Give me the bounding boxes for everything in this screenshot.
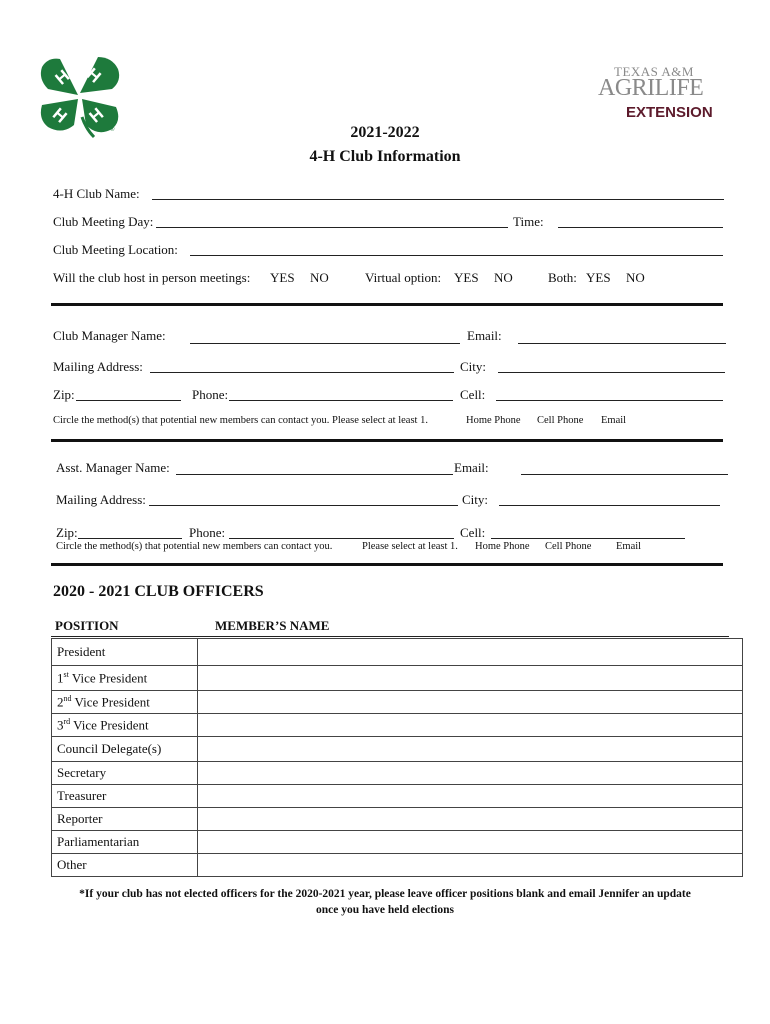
manager-city-field[interactable] [498, 372, 725, 373]
section-divider-1 [51, 303, 723, 306]
logo-agrilife: AGRILIFE [598, 75, 704, 101]
officer-row [52, 831, 743, 854]
officer-member-name-cell[interactable] [198, 639, 743, 666]
officer-member-name-cell[interactable] [198, 666, 743, 691]
virtual-no[interactable]: NO [494, 270, 513, 285]
manager-circle-instructions: Circle the method(s) that potential new members can contact you. Please select at least 1. [53, 415, 428, 426]
manager-phone-field[interactable] [229, 400, 453, 401]
footnote-line-1: *If your club has not elected officers for the 2020-2021 year, please leave officer positions blank and email Jennifer an update [79, 888, 691, 900]
asst-city-field[interactable] [499, 505, 720, 506]
officer-row [52, 854, 743, 877]
officer-ordinal-number: 2 [57, 694, 64, 710]
officer-row [52, 666, 743, 691]
asst-phone-label: Phone: [189, 525, 226, 540]
officer-position-cell [52, 854, 198, 877]
manager-email-label: Email: [467, 328, 502, 343]
asst-email-option[interactable]: Email [616, 541, 642, 552]
agrilife-extension-logo [596, 64, 736, 124]
officers-header-rule [51, 636, 729, 637]
asst-name-field[interactable] [176, 474, 453, 475]
clover-h-letter-4: H [85, 104, 108, 127]
both-yes[interactable]: YES [586, 270, 611, 285]
officer-row [52, 714, 743, 737]
officer-position-cell [52, 785, 198, 808]
officer-position-label: Council Delegate(s) [57, 741, 162, 756]
both-no[interactable]: NO [626, 270, 645, 285]
manager-cell-phone-option[interactable]: Cell Phone [537, 415, 584, 426]
manager-zip-label: Zip: [53, 387, 75, 402]
manager-phone-label: Phone: [192, 387, 229, 402]
asst-cell-phone-option[interactable]: Cell Phone [545, 541, 592, 552]
officer-ordinal-suffix: st [63, 669, 69, 679]
time-label: Time: [513, 214, 544, 229]
member-name-column-header: MEMBER’S NAME [215, 618, 330, 633]
asst-home-phone-option[interactable]: Home Phone [475, 541, 530, 552]
manager-home-phone-option[interactable]: Home Phone [466, 415, 521, 426]
officer-member-name-cell[interactable] [198, 808, 743, 831]
officer-position-label: Other [57, 857, 87, 872]
officer-ordinal-suffix: rd [63, 716, 71, 726]
clover-h-letter-1: H [51, 66, 74, 89]
officer-position-label: Treasurer [57, 788, 107, 803]
clover-h-letter-3: H [48, 104, 71, 127]
manager-name-label: Club Manager Name: [53, 328, 166, 343]
footnote-line-2: once you have held elections [316, 904, 454, 916]
officer-member-name-cell[interactable] [198, 714, 743, 737]
manager-cell-field[interactable] [496, 400, 723, 401]
officer-ordinal-number: 3 [57, 717, 64, 733]
asst-name-label: Asst. Manager Name: [56, 460, 170, 475]
section-divider-3 [51, 563, 723, 566]
manager-email-field[interactable] [518, 343, 726, 344]
asst-city-label: City: [462, 492, 489, 507]
asst-mailing-field[interactable] [149, 505, 458, 506]
officer-position-label: Secretary [57, 765, 107, 780]
asst-zip-field[interactable] [78, 538, 182, 539]
officer-member-name-cell[interactable] [198, 785, 743, 808]
club-name-field[interactable] [152, 199, 724, 200]
officer-member-name-cell[interactable] [198, 762, 743, 785]
asst-cell-label: Cell: [460, 525, 486, 540]
officer-position-label: Vice President [71, 694, 150, 710]
officer-position-cell [52, 808, 198, 831]
officer-row [52, 808, 743, 831]
inperson-label: Will the club host in person meetings: [53, 270, 251, 285]
manager-email-option[interactable]: Email [601, 415, 627, 426]
officer-position-cell [52, 737, 198, 762]
officer-ordinal-number: 1 [57, 670, 64, 686]
officer-row [52, 762, 743, 785]
virtual-label: Virtual option: [365, 270, 442, 285]
location-label: Club Meeting Location: [53, 242, 178, 257]
inperson-yes[interactable]: YES [270, 270, 295, 285]
officer-ordinal-suffix: nd [63, 693, 72, 703]
officer-row [52, 691, 743, 714]
asst-email-label: Email: [454, 460, 489, 475]
officer-position-cell [52, 714, 198, 737]
clover-tm-mark: ® [110, 127, 115, 133]
officer-member-name-cell[interactable] [198, 854, 743, 877]
officer-position-label: Reporter [57, 811, 103, 826]
asst-phone-field[interactable] [229, 538, 454, 539]
officer-position-cell [52, 639, 198, 666]
asst-mailing-label: Mailing Address: [56, 492, 146, 507]
both-label: Both: [548, 270, 577, 285]
officer-member-name-cell[interactable] [198, 691, 743, 714]
officer-row [52, 785, 743, 808]
manager-zip-field[interactable] [76, 400, 181, 401]
meeting-day-field[interactable] [156, 227, 508, 228]
asst-email-field[interactable] [521, 474, 728, 475]
manager-mailing-label: Mailing Address: [53, 359, 143, 374]
officer-position-cell [52, 762, 198, 785]
position-column-header: POSITION [55, 618, 119, 633]
section-divider-2 [51, 439, 723, 442]
club-name-label: 4-H Club Name: [53, 186, 140, 201]
meeting-day-label: Club Meeting Day: [53, 214, 154, 229]
asst-select-instructions: Please select at least 1. [362, 541, 458, 552]
officers-table [51, 638, 743, 877]
asst-cell-field[interactable] [491, 538, 685, 539]
officer-position-label: Vice President [68, 670, 148, 686]
officer-position-label: Parliamentarian [57, 834, 140, 849]
manager-cell-label: Cell: [460, 387, 486, 402]
location-field[interactable] [190, 255, 723, 256]
manager-city-label: City: [460, 359, 487, 374]
logo-extension: EXTENSION [626, 104, 713, 121]
form-title: 4-H Club Information [309, 148, 461, 165]
manager-mailing-field[interactable] [150, 372, 454, 373]
inperson-no[interactable]: NO [310, 270, 329, 285]
officer-row [52, 737, 743, 762]
clover-h-letter-2: H [82, 64, 105, 87]
asst-circle-instructions: Circle the method(s) that potential new members can contact you. [56, 541, 333, 552]
officer-position-label: Vice President [70, 717, 149, 733]
logo-texas-am: TEXAS A&M [614, 64, 694, 79]
form-year: 2021-2022 [350, 124, 420, 141]
officer-member-name-cell[interactable] [198, 737, 743, 762]
asst-zip-label: Zip: [56, 525, 78, 540]
time-field[interactable] [558, 227, 723, 228]
officer-row [52, 639, 743, 666]
officer-position-label: President [57, 644, 106, 659]
virtual-yes[interactable]: YES [454, 270, 479, 285]
manager-name-field[interactable] [190, 343, 460, 344]
officer-position-cell [52, 831, 198, 854]
officer-member-name-cell[interactable] [198, 831, 743, 854]
officer-position-cell [52, 666, 198, 691]
officers-heading: 2020 - 2021 CLUB OFFICERS [53, 583, 264, 600]
officer-position-cell [52, 691, 198, 714]
